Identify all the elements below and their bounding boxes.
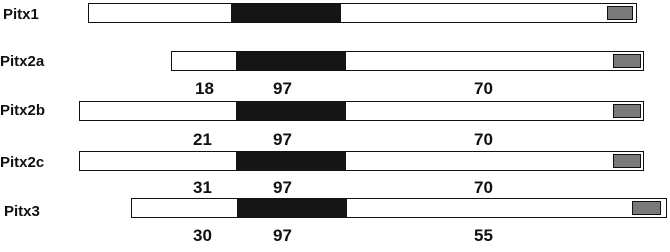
homeodomain-block — [236, 152, 346, 170]
c-terminal-domain-block — [632, 201, 661, 215]
identity-value-n-terminal: 31 — [193, 178, 212, 197]
protein-label-pitx3: Pitx3 — [4, 203, 40, 220]
identity-value-c-terminal: 55 — [474, 226, 493, 245]
homeodomain-block — [231, 4, 341, 22]
c-terminal-domain-block — [613, 54, 641, 68]
protein-bar-pitx2c — [79, 151, 644, 171]
identity-value-c-terminal: 70 — [474, 178, 493, 197]
c-terminal-domain-block — [613, 154, 641, 168]
protein-label-pitx2b: Pitx2b — [0, 102, 46, 119]
c-terminal-domain-block — [613, 104, 641, 118]
identity-value-n-terminal: 30 — [193, 226, 212, 245]
identity-value-c-terminal: 70 — [474, 79, 493, 98]
identity-value-homeodomain: 97 — [273, 178, 292, 197]
protein-label-pitx1: Pitx1 — [3, 6, 39, 23]
homeodomain-block — [236, 52, 346, 70]
homeodomain-block — [237, 199, 347, 217]
protein-bar-pitx2a — [171, 51, 644, 71]
identity-value-homeodomain: 97 — [273, 130, 292, 149]
identity-value-homeodomain: 97 — [273, 79, 292, 98]
homeodomain-block — [236, 102, 346, 120]
protein-label-pitx2c: Pitx2c — [0, 154, 45, 171]
identity-value-homeodomain: 97 — [273, 226, 292, 245]
protein-bar-pitx2b — [79, 101, 644, 121]
c-terminal-domain-block — [607, 6, 633, 20]
protein-bar-pitx3 — [131, 198, 667, 218]
identity-value-c-terminal: 70 — [474, 130, 493, 149]
identity-value-n-terminal: 21 — [193, 130, 212, 149]
protein-label-pitx2a: Pitx2a — [0, 53, 45, 70]
protein-bar-pitx1 — [88, 3, 637, 23]
identity-value-n-terminal: 18 — [195, 79, 214, 98]
